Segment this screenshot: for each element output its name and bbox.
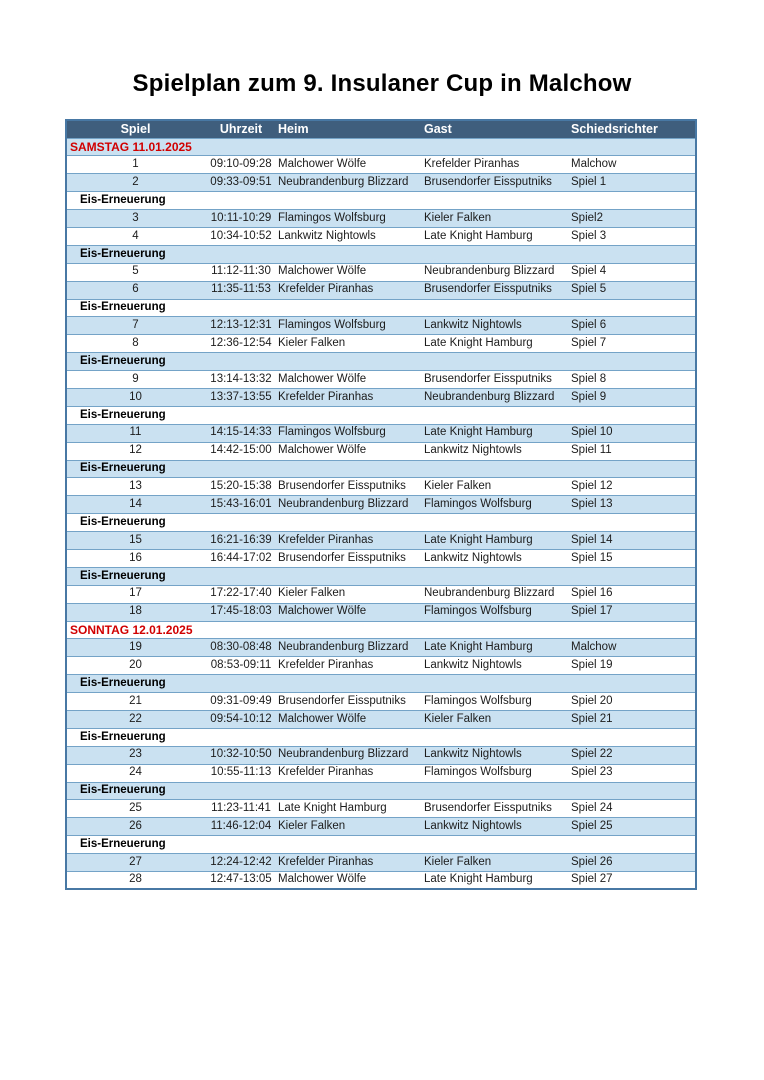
cell-schiedsrichter: Spiel 24 bbox=[571, 802, 613, 815]
cell-uhrzeit: 13:14-13:32 bbox=[210, 372, 272, 385]
cell-spiel: 21 bbox=[129, 694, 142, 707]
cell-heim: Flamingos Wolfsburg bbox=[278, 211, 386, 224]
cell-heim: Malchower Wölfe bbox=[278, 372, 367, 385]
cell-heim: Brusendorfer Eissputniks bbox=[278, 551, 406, 564]
ice-resurfacing-row bbox=[66, 728, 696, 746]
cell-schiedsrichter: Spiel 22 bbox=[571, 748, 613, 761]
cell-heim: Malchower Wölfe bbox=[278, 873, 367, 886]
cell-heim: Neubrandenburg Blizzard bbox=[278, 748, 409, 761]
cell-uhrzeit: 12:24-12:42 bbox=[210, 855, 272, 868]
cell-uhrzeit: 08:53-09:11 bbox=[210, 659, 272, 672]
cell-uhrzeit: 10:55-11:13 bbox=[210, 766, 272, 779]
cell-heim: Neubrandenburg Blizzard bbox=[278, 498, 409, 510]
ice-resurfacing-label: Eis-Erneuerung bbox=[80, 354, 166, 367]
cell-spiel: 1 bbox=[132, 158, 139, 171]
cell-gast: Flamingos Wolfsburg bbox=[424, 605, 532, 618]
game-row bbox=[66, 478, 696, 496]
cell-gast: Late Knight Hamburg bbox=[424, 873, 533, 886]
game-row bbox=[66, 549, 696, 567]
cell-spiel: 20 bbox=[129, 659, 142, 672]
ice-resurfacing-label: Eis-Erneuerung bbox=[80, 784, 166, 797]
game-row bbox=[66, 639, 696, 657]
cell-uhrzeit: 11:12-11:30 bbox=[211, 265, 271, 278]
cell-gast: Brusendorfer Eissputniks bbox=[424, 802, 552, 815]
cell-spiel: 15 bbox=[129, 533, 142, 546]
game-row bbox=[66, 532, 696, 550]
cell-gast: Neubrandenburg Blizzard bbox=[424, 390, 555, 403]
cell-uhrzeit: 17:45-18:03 bbox=[210, 605, 272, 618]
ice-resurfacing-row bbox=[66, 675, 696, 693]
ice-resurfacing-row bbox=[66, 460, 696, 478]
game-row bbox=[66, 227, 696, 245]
cell-heim: Neubrandenburg Blizzard bbox=[278, 641, 409, 654]
cell-schiedsrichter: Spiel 20 bbox=[571, 694, 613, 707]
cell-uhrzeit: 12:47-13:05 bbox=[210, 873, 272, 886]
cell-uhrzeit: 10:32-10:50 bbox=[210, 748, 272, 761]
cell-heim: Krefelder Piranhas bbox=[278, 855, 374, 868]
cell-spiel: 9 bbox=[132, 372, 139, 385]
cell-schiedsrichter: Spiel 9 bbox=[571, 390, 607, 403]
cell-gast: Kieler Falken bbox=[424, 211, 492, 224]
cell-spiel: 28 bbox=[129, 873, 142, 886]
game-row bbox=[66, 263, 696, 281]
cell-heim: Malchower Wölfe bbox=[278, 444, 367, 457]
cell-uhrzeit: 10:11-10:29 bbox=[210, 211, 272, 224]
game-row bbox=[66, 424, 696, 442]
column-header-spiel: Spiel bbox=[66, 120, 204, 138]
column-header-heim: Heim bbox=[278, 120, 424, 138]
cell-spiel: 23 bbox=[129, 748, 142, 761]
cell-spiel: 18 bbox=[129, 605, 142, 618]
cell-heim: Krefelder Piranhas bbox=[278, 283, 374, 296]
game-row bbox=[66, 585, 696, 603]
cell-spiel: 11 bbox=[129, 426, 142, 439]
ice-resurfacing-row bbox=[66, 299, 696, 317]
cell-heim: Kieler Falken bbox=[278, 336, 346, 349]
cell-gast: Kieler Falken bbox=[424, 855, 492, 868]
game-row bbox=[66, 711, 696, 729]
game-row bbox=[66, 854, 696, 872]
cell-spiel: 13 bbox=[129, 480, 142, 493]
cell-heim: Malchower Wölfe bbox=[278, 605, 367, 618]
cell-uhrzeit: 09:54-10:12 bbox=[210, 712, 272, 725]
game-row bbox=[66, 872, 696, 890]
table-header-row bbox=[66, 120, 696, 138]
cell-heim: Brusendorfer Eissputniks bbox=[278, 694, 406, 707]
cell-spiel: 24 bbox=[129, 766, 142, 779]
column-header-gast: Gast bbox=[424, 120, 571, 138]
cell-spiel: 25 bbox=[129, 802, 142, 815]
cell-schiedsrichter: Spiel 4 bbox=[571, 265, 607, 278]
cell-gast: Flamingos Wolfsburg bbox=[424, 498, 532, 510]
game-row bbox=[66, 371, 696, 389]
game-row bbox=[66, 442, 696, 460]
cell-gast: Kieler Falken bbox=[424, 712, 492, 725]
cell-gast: Lankwitz Nightowls bbox=[424, 748, 522, 761]
cell-heim: Malchower Wölfe bbox=[278, 158, 367, 171]
game-row bbox=[66, 657, 696, 675]
cell-gast: Lankwitz Nightowls bbox=[424, 551, 522, 564]
cell-heim: Krefelder Piranhas bbox=[278, 766, 374, 779]
cell-schiedsrichter: Spiel 26 bbox=[571, 855, 613, 868]
cell-gast: Lankwitz Nightowls bbox=[424, 820, 522, 833]
cell-gast: Neubrandenburg Blizzard bbox=[424, 587, 555, 600]
cell-gast: Lankwitz Nightowls bbox=[424, 319, 522, 332]
column-header-uhrzeit: Uhrzeit bbox=[204, 120, 278, 138]
cell-heim: Kieler Falken bbox=[278, 587, 346, 600]
cell-heim: Krefelder Piranhas bbox=[278, 659, 374, 672]
cell-spiel: 17 bbox=[129, 587, 142, 600]
ice-resurfacing-row bbox=[66, 406, 696, 424]
cell-uhrzeit: 14:15-14:33 bbox=[210, 426, 272, 439]
date-label: SAMSTAG 11.01.2025 bbox=[70, 139, 192, 154]
cell-schiedsrichter: Spiel 1 bbox=[571, 175, 607, 188]
cell-gast: Late Knight Hamburg bbox=[424, 426, 533, 439]
game-row bbox=[66, 281, 696, 299]
cell-uhrzeit: 13:37-13:55 bbox=[210, 390, 272, 403]
cell-schiedsrichter: Spiel 15 bbox=[571, 551, 613, 564]
cell-heim: Krefelder Piranhas bbox=[278, 390, 374, 403]
ice-resurfacing-row bbox=[66, 567, 696, 585]
cell-schiedsrichter: Spiel 11 bbox=[571, 444, 612, 457]
cell-uhrzeit: 11:46-12:04 bbox=[210, 820, 272, 833]
cell-schiedsrichter: Spiel 5 bbox=[571, 283, 607, 296]
cell-uhrzeit: 15:43-16:01 bbox=[210, 498, 272, 510]
ice-resurfacing-row bbox=[66, 353, 696, 371]
cell-spiel: 14 bbox=[129, 498, 142, 510]
cell-gast: Kieler Falken bbox=[424, 480, 492, 493]
cell-uhrzeit: 09:31-09:49 bbox=[210, 694, 272, 707]
cell-schiedsrichter: Spiel 14 bbox=[571, 533, 613, 546]
cell-gast: Late Knight Hamburg bbox=[424, 336, 533, 349]
date-row bbox=[66, 621, 696, 639]
cell-schiedsrichter: Spiel 17 bbox=[571, 605, 613, 618]
cell-uhrzeit: 11:23-11:41 bbox=[211, 802, 271, 815]
cell-uhrzeit: 09:33-09:51 bbox=[210, 175, 272, 188]
cell-gast: Krefelder Piranhas bbox=[424, 158, 520, 171]
ice-resurfacing-label: Eis-Erneuerung bbox=[80, 569, 166, 582]
ice-resurfacing-label: Eis-Erneuerung bbox=[80, 515, 166, 528]
cell-spiel: 22 bbox=[129, 712, 142, 725]
ice-resurfacing-row bbox=[66, 192, 696, 210]
ice-resurfacing-label: Eis-Erneuerung bbox=[80, 462, 166, 475]
game-row bbox=[66, 693, 696, 711]
page-title: Spielplan zum 9. Insulaner Cup in Malchow bbox=[132, 70, 632, 97]
cell-spiel: 5 bbox=[132, 265, 139, 278]
ice-resurfacing-label: Eis-Erneuerung bbox=[80, 730, 166, 743]
game-row bbox=[66, 388, 696, 406]
cell-uhrzeit: 16:44-17:02 bbox=[210, 551, 272, 564]
cell-schiedsrichter: Spiel 13 bbox=[571, 498, 613, 510]
cell-gast: Brusendorfer Eissputniks bbox=[424, 283, 552, 296]
cell-uhrzeit: 08:30-08:48 bbox=[210, 641, 272, 654]
cell-gast: Brusendorfer Eissputniks bbox=[424, 372, 552, 385]
cell-gast: Brusendorfer Eissputniks bbox=[424, 175, 552, 188]
cell-schiedsrichter: Spiel 16 bbox=[571, 587, 613, 600]
ice-resurfacing-label: Eis-Erneuerung bbox=[80, 837, 166, 850]
cell-spiel: 19 bbox=[129, 641, 142, 654]
ice-resurfacing-row bbox=[66, 836, 696, 854]
schedule-table bbox=[65, 119, 697, 890]
cell-spiel: 12 bbox=[129, 444, 142, 457]
cell-spiel: 26 bbox=[129, 820, 142, 833]
cell-gast: Late Knight Hamburg bbox=[424, 641, 533, 654]
ice-resurfacing-label: Eis-Erneuerung bbox=[80, 676, 166, 689]
cell-schiedsrichter: Malchow bbox=[571, 158, 617, 171]
ice-resurfacing-label: Eis-Erneuerung bbox=[80, 193, 166, 206]
cell-schiedsrichter: Spiel 10 bbox=[571, 426, 613, 439]
cell-heim: Malchower Wölfe bbox=[278, 712, 367, 725]
ice-resurfacing-row bbox=[66, 782, 696, 800]
cell-schiedsrichter: Spiel 12 bbox=[571, 480, 613, 493]
cell-schiedsrichter: Spiel 27 bbox=[571, 873, 613, 886]
cell-gast: Flamingos Wolfsburg bbox=[424, 694, 532, 707]
cell-uhrzeit: 12:36-12:54 bbox=[210, 336, 272, 349]
cell-spiel: 16 bbox=[129, 551, 142, 564]
cell-uhrzeit: 11:35-11:53 bbox=[211, 283, 271, 296]
cell-heim: Brusendorfer Eissputniks bbox=[278, 480, 406, 493]
date-row bbox=[66, 138, 696, 156]
cell-heim: Krefelder Piranhas bbox=[278, 533, 374, 546]
cell-heim: Late Knight Hamburg bbox=[278, 802, 387, 815]
cell-gast: Neubrandenburg Blizzard bbox=[424, 265, 555, 278]
cell-uhrzeit: 16:21-16:39 bbox=[210, 533, 272, 546]
cell-gast: Lankwitz Nightowls bbox=[424, 659, 522, 672]
cell-uhrzeit: 12:13-12:31 bbox=[210, 319, 272, 332]
date-label: SONNTAG 12.01.2025 bbox=[70, 622, 193, 637]
game-row bbox=[66, 174, 696, 192]
cell-gast: Late Knight Hamburg bbox=[424, 229, 533, 242]
cell-schiedsrichter: Malchow bbox=[571, 641, 617, 654]
game-row bbox=[66, 764, 696, 782]
cell-schiedsrichter: Spiel 7 bbox=[571, 336, 607, 349]
cell-schiedsrichter: Spiel 3 bbox=[571, 229, 607, 242]
ice-resurfacing-label: Eis-Erneuerung bbox=[80, 247, 166, 260]
cell-heim: Neubrandenburg Blizzard bbox=[278, 175, 409, 188]
game-row bbox=[66, 800, 696, 818]
ice-resurfacing-label: Eis-Erneuerung bbox=[80, 301, 166, 314]
cell-heim: Kieler Falken bbox=[278, 820, 346, 833]
cell-spiel: 27 bbox=[129, 855, 142, 868]
game-row bbox=[66, 156, 696, 174]
cell-schiedsrichter: Spiel2 bbox=[571, 211, 603, 224]
cell-heim: Flamingos Wolfsburg bbox=[278, 426, 386, 439]
cell-spiel: 4 bbox=[132, 229, 139, 242]
cell-uhrzeit: 17:22-17:40 bbox=[210, 587, 272, 600]
cell-schiedsrichter: Spiel 21 bbox=[571, 712, 613, 725]
cell-uhrzeit: 15:20-15:38 bbox=[210, 480, 272, 493]
cell-heim: Malchower Wölfe bbox=[278, 265, 367, 278]
cell-spiel: 6 bbox=[132, 283, 139, 296]
ice-resurfacing-row bbox=[66, 245, 696, 263]
game-row bbox=[66, 210, 696, 228]
cell-heim: Flamingos Wolfsburg bbox=[278, 319, 386, 332]
cell-spiel: 7 bbox=[132, 319, 139, 332]
cell-spiel: 2 bbox=[132, 175, 139, 188]
cell-schiedsrichter: Spiel 25 bbox=[571, 820, 613, 833]
ice-resurfacing-label: Eis-Erneuerung bbox=[80, 408, 166, 421]
ice-resurfacing-row bbox=[66, 514, 696, 532]
cell-gast: Lankwitz Nightowls bbox=[424, 444, 522, 457]
column-header-schiedsrichter: Schiedsrichter bbox=[571, 120, 696, 138]
cell-uhrzeit: 10:34-10:52 bbox=[210, 229, 272, 242]
game-row bbox=[66, 818, 696, 836]
game-row bbox=[66, 496, 696, 514]
cell-spiel: 10 bbox=[129, 390, 142, 403]
cell-schiedsrichter: Spiel 23 bbox=[571, 766, 613, 779]
game-row bbox=[66, 746, 696, 764]
schedule-table-body bbox=[66, 138, 696, 889]
cell-gast: Flamingos Wolfsburg bbox=[424, 766, 532, 779]
cell-heim: Lankwitz Nightowls bbox=[278, 229, 376, 242]
cell-uhrzeit: 14:42-15:00 bbox=[210, 444, 272, 457]
cell-schiedsrichter: Spiel 8 bbox=[571, 372, 607, 385]
cell-uhrzeit: 09:10-09:28 bbox=[210, 158, 272, 171]
game-row bbox=[66, 317, 696, 335]
cell-schiedsrichter: Spiel 6 bbox=[571, 319, 607, 332]
game-row bbox=[66, 335, 696, 353]
game-row bbox=[66, 603, 696, 621]
cell-schiedsrichter: Spiel 19 bbox=[571, 659, 613, 672]
cell-spiel: 8 bbox=[132, 336, 139, 349]
cell-spiel: 3 bbox=[132, 211, 139, 224]
cell-gast: Late Knight Hamburg bbox=[424, 533, 533, 546]
